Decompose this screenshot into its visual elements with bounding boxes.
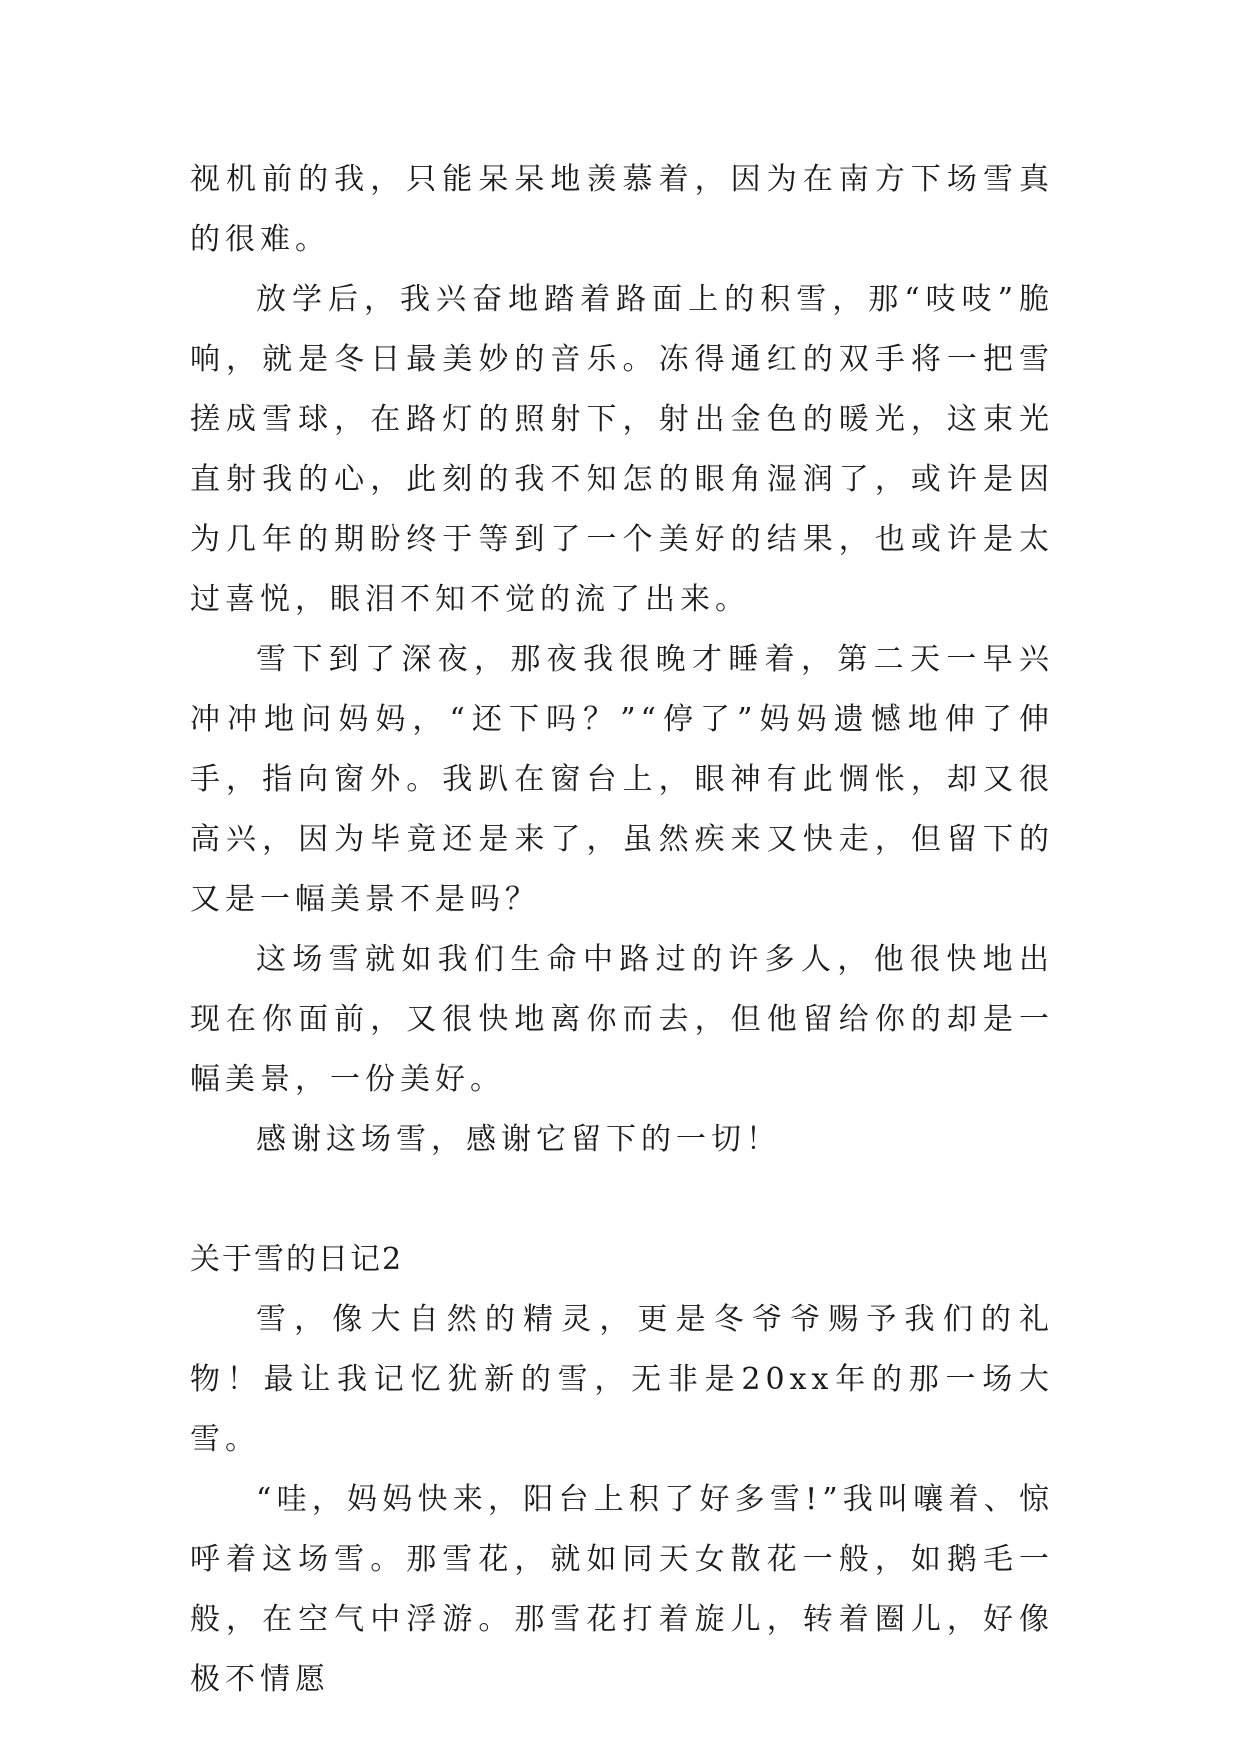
document-page: [190, 150, 1054, 1710]
paragraph: 放学后，我兴奋地踏着路面上的积雪，那“吱吱”脆响，就是冬日最美妙的音乐。冻得通红的双手将一把雪搓成雪球，在路灯的照射下，射出金色的暖光，这束光直射我的心，此刻的我不知怎的眼角湿润了，或许是因为几年的期盼终于等到了一个美好的结果，也或许是太过喜悦，眼泪不知不觉的流了出来。: [190, 282, 1054, 617]
paragraph: “哇，妈妈快来，阳台上积了好多雪!”我叫嚷着、惊呼着这场雪。那雪花，就如同天女散花一般，如鹅毛一般，在空气中浮游。那雪花打着旋儿，转着圈儿，好像极不情愿: [190, 1482, 1054, 1697]
paragraph: 视机前的我，只能呆呆地羡慕着，因为在南方下场雪真的很难。: [190, 162, 1054, 257]
paragraph: 雪下到了深夜，那夜我很晚才睡着，第二天一早兴冲冲地问妈妈，“还下吗？”“停了”妈妈遗憾地伸了伸手，指向窗外。我趴在窗台上，眼神有此惆怅，却又很高兴，因为毕竟还是来了，虽然疾来又快走，但留下的又是一幅美景不是吗？: [190, 642, 1054, 917]
section-title: 关于雪的日记2: [190, 1242, 404, 1277]
section-spacer: [190, 1170, 1054, 1230]
paragraph: 感谢这场雪，感谢它留下的一切！: [256, 1122, 781, 1157]
paragraph: 这场雪就如我们生命中路过的许多人，他很快地出现在你面前，又很快地离你而去，但他留给你的却是一幅美景，一份美好。: [190, 942, 1054, 1097]
paragraph: 雪，像大自然的精灵，更是冬爷爷赐予我们的礼物！最让我记忆犹新的雪，无非是20xx年的那一场大雪。: [190, 1302, 1054, 1457]
